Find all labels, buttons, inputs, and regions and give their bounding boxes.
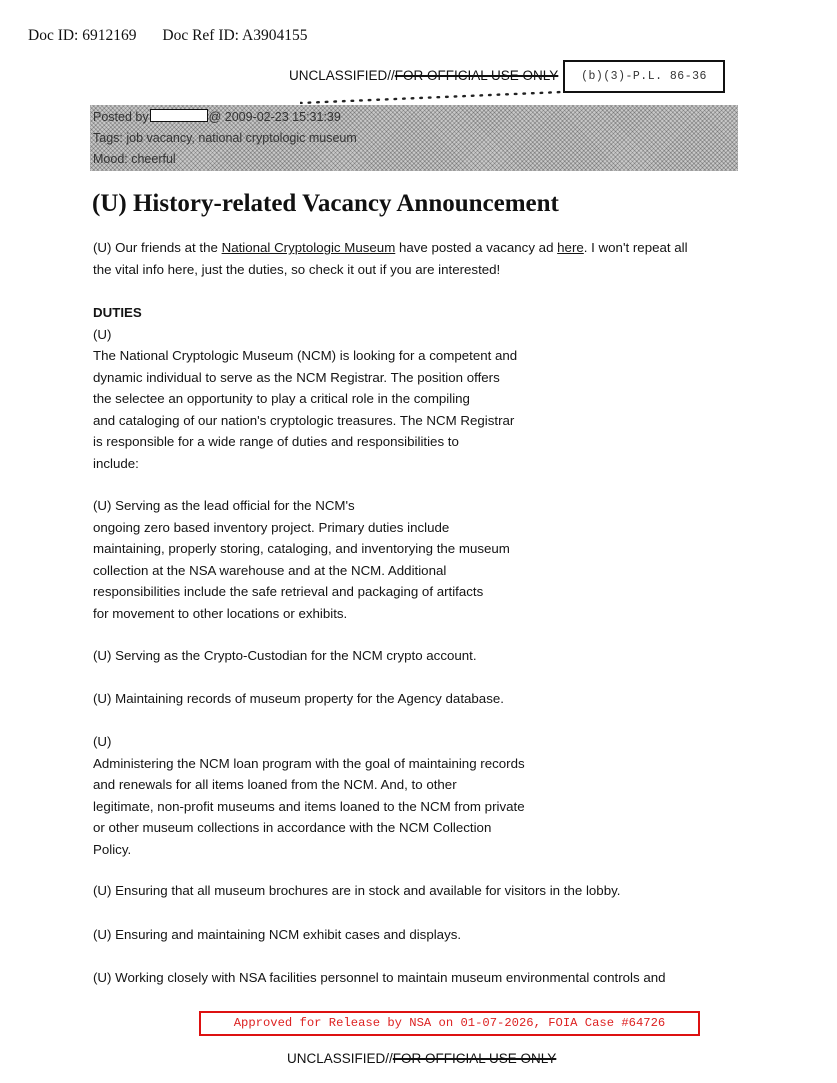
classification-label: UNCLASSIFIED// bbox=[289, 68, 395, 83]
inventory-line: collection at the NSA warehouse and at the NCM. Additional bbox=[93, 562, 447, 578]
inventory-line: maintaining, properly storing, cataloging, and inventorying the museum bbox=[93, 541, 510, 556]
crypto-custodian-item: (U) Serving as the Crypto-Custodian for the NCM crypto account. bbox=[93, 648, 477, 663]
release-approval-stamp: Approved for Release by NSA on 01-07-2026, FOIA Case #64726 bbox=[199, 1011, 700, 1036]
classification-label: UNCLASSIFIED// bbox=[287, 1051, 393, 1066]
here-link[interactable]: here bbox=[557, 240, 584, 255]
redaction-box bbox=[150, 109, 208, 122]
duties-para-line: The National Cryptologic Museum (NCM) is looking for a competent and bbox=[93, 348, 518, 363]
duties-para-line: dynamic individual to serve as the NCM Registrar. The position offers bbox=[93, 369, 500, 385]
loan-line: Policy. bbox=[93, 841, 132, 857]
records-item: (U) Maintaining records of museum property for the Agency database. bbox=[93, 691, 504, 706]
exhibits-item: (U) Ensuring and maintaining NCM exhibit cases and displays. bbox=[93, 927, 462, 942]
intro-line-2: the vital info here, just the duties, so check it out if you are interested! bbox=[93, 261, 501, 277]
inventory-line: for movement to other locations or exhibits. bbox=[93, 605, 348, 621]
duties-marking: (U) bbox=[93, 326, 112, 342]
intro-line-1 bbox=[93, 237, 688, 259]
bottom-classification-marking bbox=[287, 1051, 556, 1066]
inventory-line: responsibilities include the safe retrieval and packaging of artifacts bbox=[93, 584, 484, 599]
museum-link[interactable]: National Cryptologic Museum bbox=[221, 240, 396, 255]
loan-line: Administering the NCM loan program with the goal of maintaining records bbox=[93, 755, 525, 771]
inventory-line: (U) Serving as the lead official for the NCM's bbox=[93, 498, 355, 513]
loan-marking: (U) bbox=[93, 734, 112, 749]
tags-row: Tags: job vacancy, national cryptologic museum bbox=[93, 131, 357, 145]
loan-line: and renewals for all items loaned from the NCM. And, to other bbox=[93, 777, 457, 792]
duties-heading: DUTIES bbox=[93, 305, 142, 320]
classification-struck-caveat: FOR OFFICIAL USE ONLY bbox=[392, 1051, 557, 1066]
duties-para-line: and cataloging of our nation's cryptologic treasures. The NCM Registrar bbox=[93, 412, 515, 428]
posted-timestamp: @ 2009-02-23 15:31:39 bbox=[208, 110, 341, 124]
intro-text: (U) Our friends at the bbox=[93, 240, 222, 255]
duties-para-line: is responsible for a wide range of duties and responsibilities to bbox=[93, 434, 459, 449]
doc-id: Doc ID: 6912169 bbox=[28, 27, 137, 44]
duties-section bbox=[93, 302, 517, 474]
posted-by-row bbox=[93, 107, 738, 128]
intro-text: have posted a vacancy ad bbox=[395, 240, 558, 255]
top-classification-marking bbox=[289, 68, 558, 83]
intro-paragraph bbox=[93, 237, 688, 280]
page-title: (U) History-related Vacancy Announcement bbox=[92, 190, 559, 217]
inventory-paragraph bbox=[93, 495, 510, 624]
post-metadata-box bbox=[90, 105, 738, 171]
loan-program-paragraph bbox=[93, 731, 525, 860]
mood-row: Mood: cheerful bbox=[93, 152, 176, 166]
inventory-line: ongoing zero based inventory project. Primary duties include bbox=[93, 519, 450, 535]
exemption-code-box: (b)(3)-P.L. 86-36 bbox=[563, 60, 725, 93]
dotted-leader-line bbox=[300, 82, 562, 104]
loan-line: legitimate, non-profit museums and items loaned to the NCM from private bbox=[93, 798, 525, 814]
posted-by-label: Posted by bbox=[93, 110, 149, 124]
brochures-item: (U) Ensuring that all museum brochures are in stock and available for visitors in the lobby. bbox=[93, 883, 621, 898]
doc-ref-id: Doc Ref ID: A3904155 bbox=[162, 27, 308, 44]
duties-para-line: the selectee an opportunity to play a critical role in the compiling bbox=[93, 391, 470, 406]
intro-text: . I won't repeat all bbox=[583, 240, 688, 255]
classification-struck-caveat: FOR OFFICIAL USE ONLY bbox=[394, 68, 559, 83]
doc-id-header bbox=[28, 27, 307, 45]
loan-line: or other museum collections in accordance with the NCM Collection bbox=[93, 820, 492, 835]
facilities-item: (U) Working closely with NSA facilities personnel to maintain museum environmental controls and bbox=[93, 970, 666, 985]
duties-para-line: include: bbox=[93, 455, 139, 471]
